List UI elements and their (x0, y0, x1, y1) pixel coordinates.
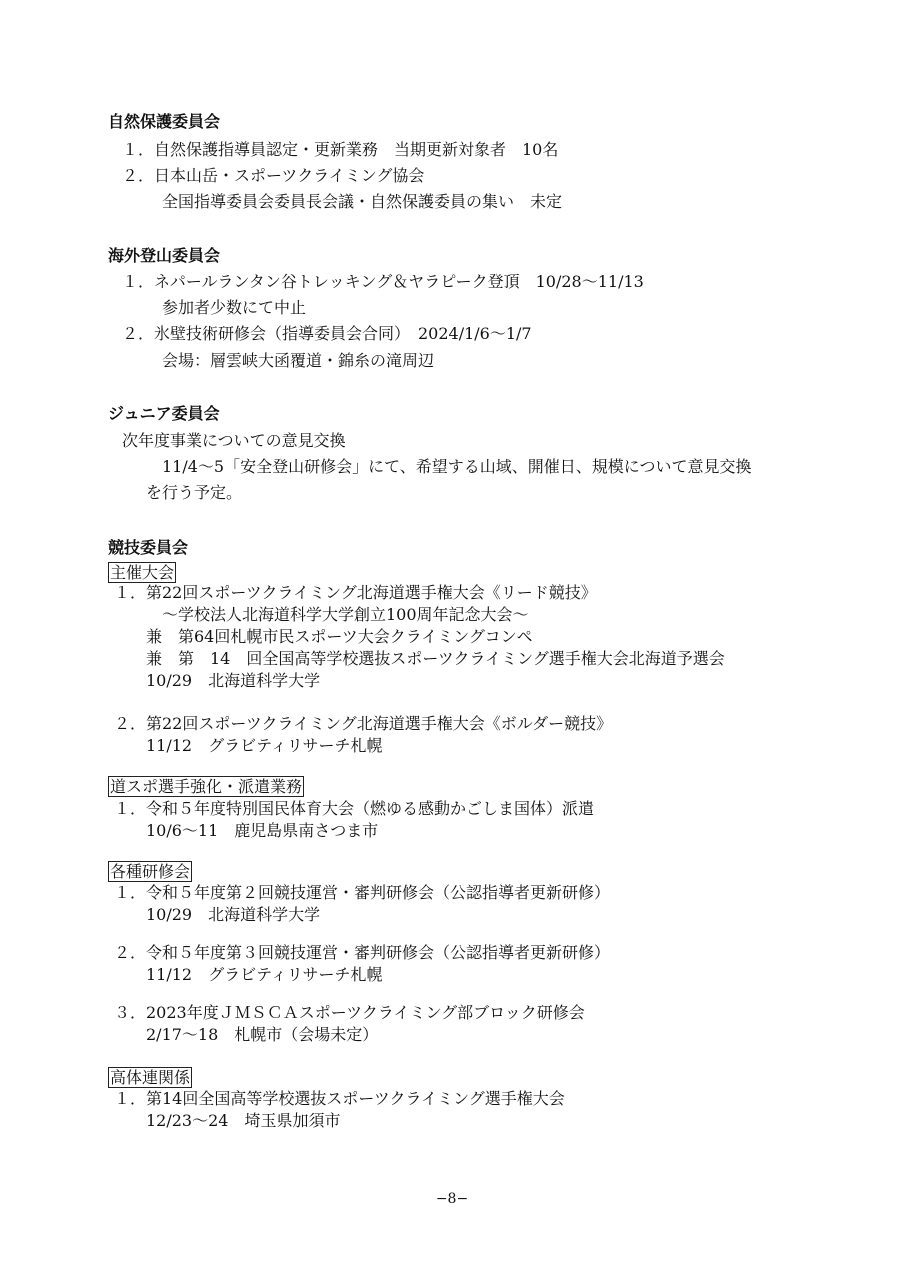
hosted-item-2-date: 11/12 グラビティリサーチ札幌 (146, 736, 383, 755)
junior-heading: ジュニア委員会 (108, 404, 220, 423)
overseas-item-1-detail: 参加者少数にて中止 (162, 298, 307, 317)
training-item-2: ２．令和５年度第３回競技運営・審判研修会（公認指導者更新研修） (114, 943, 611, 962)
dospo-item-1-date: 10/6〜11 鹿児島県南さつま市 (146, 821, 379, 840)
hosted-item-1-date: 10/29 北海道科学大学 (146, 671, 321, 690)
junior-item-1: 次年度事業についての意見交換 (122, 431, 346, 450)
hosted-item-1-also-2: 兼 第 14 回全国高等学校選抜スポーツクライミング選手権大会北海道予選会 (146, 649, 725, 668)
hs-item-1-date: 12/23〜24 埼玉県加須市 (146, 1111, 341, 1130)
training-item-3-date: 2/17〜18 札幌市（会場未定） (146, 1025, 379, 1044)
dospo-item-1: １．令和５年度特別国民体育大会（燃ゆる感動かごしま国体）派遣 (114, 799, 595, 818)
hosted-item-2: ２．第22回スポーツクライミング北海道選手権大会《ボルダー競技》 (114, 714, 613, 733)
page-number: −8− (435, 1191, 469, 1207)
junior-item-1-detail: 11/4〜5「安全登山研修会」にて、希望する山域、開催日、規模について意見交換 (162, 457, 752, 476)
competition-heading: 競技委員会 (108, 538, 189, 557)
nature-heading: 自然保護委員会 (108, 112, 221, 131)
hs-item-1: １．第14回全国高等学校選抜スポーツクライミング選手権大会 (114, 1089, 565, 1108)
hosted-item-1-subtitle: 〜学校法人北海道科学大学創立100周年記念大会〜 (162, 605, 529, 624)
hosted-item-1: １．第22回スポーツクライミング北海道選手権大会《リード競技》 (114, 583, 597, 602)
training-item-1-date: 10/29 北海道科学大学 (146, 905, 321, 924)
junior-item-1-detail-cont: を行う予定。 (146, 483, 243, 502)
training-item-2-date: 11/12 グラビティリサーチ札幌 (146, 965, 383, 984)
training-subheading: 各種研修会 (110, 862, 191, 881)
nature-item-1: １．自然保護指導員認定・更新業務 当期更新対象者 10名 (122, 140, 559, 159)
hosted-item-1-also-1: 兼 第64回札幌市民スポーツ大会クライミングコンペ (146, 627, 533, 646)
dospo-subheading: 道スポ選手強化・派遣業務 (110, 777, 303, 796)
overseas-item-1: １．ネパールランタン谷トレッキング＆ヤラピーク登頂 10/28〜11/13 (122, 272, 644, 291)
nature-item-2: ２．日本山岳・スポーツクライミング協会 (122, 166, 425, 185)
nature-item-2-detail: 全国指導委員会委員長会議・自然保護委員の集い 未定 (162, 192, 563, 211)
hosted-subheading: 主催大会 (110, 563, 175, 582)
training-item-3: ３．2023年度ＪＭＳＣＡスポーツクライミング部ブロック研修会 (114, 1003, 585, 1022)
overseas-heading: 海外登山委員会 (108, 246, 221, 265)
overseas-item-2: ２．氷壁技術研修会（指導委員会合同） 2024/1/6〜1/7 (122, 324, 532, 343)
overseas-item-2-detail: 会場：層雲峡大函覆道・錦糸の滝周辺 (162, 351, 435, 370)
hs-subheading: 高体連関係 (110, 1068, 191, 1087)
training-item-1: １．令和５年度第２回競技運営・審判研修会（公認指導者更新研修） (114, 883, 611, 902)
